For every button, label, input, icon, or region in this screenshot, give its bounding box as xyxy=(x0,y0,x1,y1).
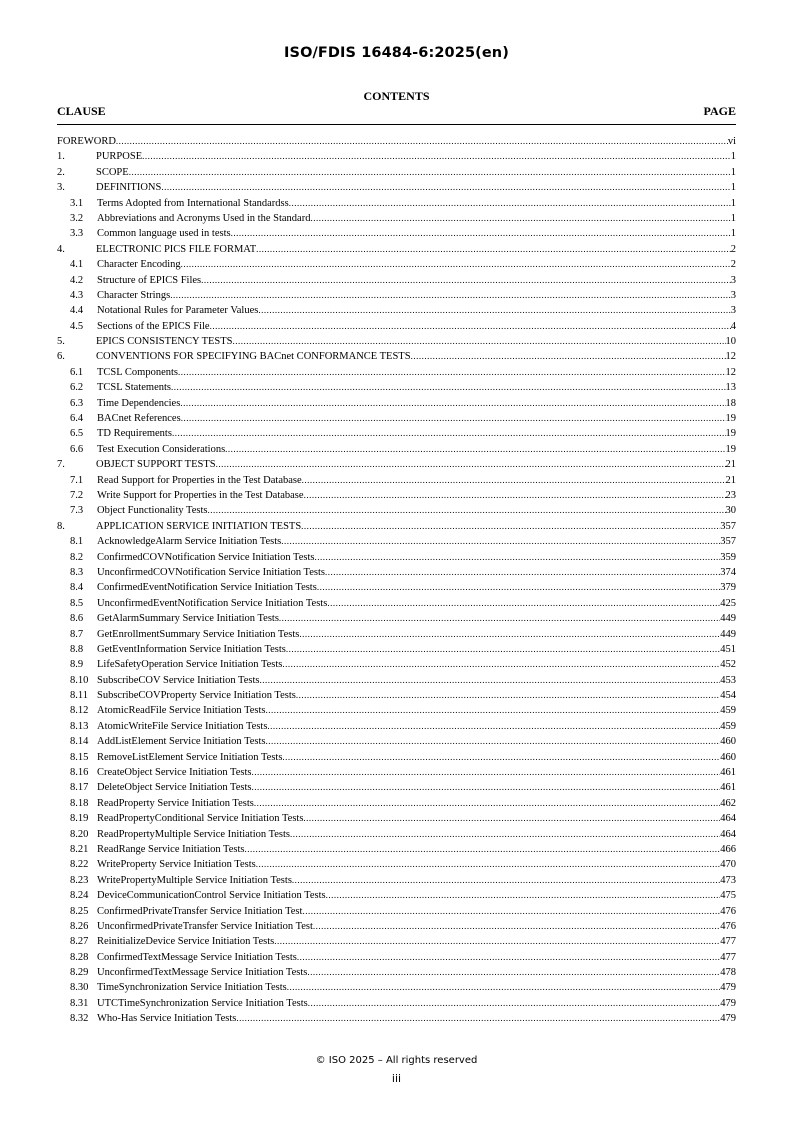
toc-entry[interactable] xyxy=(57,303,736,318)
toc-entry[interactable] xyxy=(57,934,736,949)
toc-entry-number: 8.25 xyxy=(70,905,89,917)
toc-entry[interactable] xyxy=(57,349,736,364)
toc-entry[interactable] xyxy=(57,950,736,965)
toc-entry-page: 454 xyxy=(720,690,736,702)
toc-entry-page: 2 xyxy=(730,259,736,271)
toc-entry-page: 10 xyxy=(725,336,736,348)
toc-dot-leader xyxy=(310,211,730,226)
toc-entry-title: AcknowledgeAlarm Service Initiation Tests xyxy=(97,536,282,548)
toc-entry-title: APPLICATION SERVICE INITIATION TESTS xyxy=(96,520,302,532)
toc-dot-leader xyxy=(325,565,720,580)
toc-entry-page: 478 xyxy=(720,967,736,979)
toc-entry-title: Terms Adopted from International Standardss xyxy=(97,197,289,209)
toc-entry[interactable] xyxy=(57,380,736,395)
toc-entry[interactable] xyxy=(57,473,736,488)
toc-entry[interactable] xyxy=(57,596,736,611)
toc-entry-title: ReadProperty Service Initiation Tests xyxy=(97,797,254,809)
toc-entry-page: 449 xyxy=(720,613,736,625)
toc-entry-page: 477 xyxy=(720,951,736,963)
toc-entry[interactable] xyxy=(57,688,736,703)
toc-dot-leader xyxy=(161,180,730,195)
toc-entry-page: 21 xyxy=(725,459,736,471)
toc-entry-page: 479 xyxy=(720,997,736,1009)
toc-dot-leader xyxy=(256,242,731,257)
copyright-notice: © ISO 2025 – All rights reserved xyxy=(315,1055,478,1066)
toc-dot-leader xyxy=(251,780,720,795)
toc-entry[interactable] xyxy=(57,426,736,441)
toc-entry-page: 466 xyxy=(720,843,736,855)
toc-entry-page: 479 xyxy=(720,1013,736,1025)
table-of-contents xyxy=(57,134,736,1027)
toc-entry[interactable] xyxy=(57,842,736,857)
toc-entry[interactable] xyxy=(57,1011,736,1026)
toc-entry-page: 425 xyxy=(720,597,736,609)
toc-entry-number: 2. xyxy=(57,166,65,178)
toc-dot-leader xyxy=(116,134,728,149)
toc-entry-page: 476 xyxy=(720,905,736,917)
toc-entry-number: 6.2 xyxy=(70,382,84,394)
toc-entry-number: 6. xyxy=(57,351,65,363)
toc-entry-title: OBJECT SUPPORT TESTS xyxy=(96,459,216,471)
toc-entry-page: 477 xyxy=(720,936,736,948)
toc-dot-leader xyxy=(281,534,720,549)
toc-entry-page: 374 xyxy=(720,566,736,578)
toc-entry-title: ELECTRONIC PICS FILE FORMAT xyxy=(96,243,257,255)
toc-entry-page: 357 xyxy=(720,536,736,548)
toc-entry-number: 6.4 xyxy=(70,413,84,425)
toc-dot-leader xyxy=(266,703,721,718)
toc-entry-number: 7.1 xyxy=(70,474,84,486)
toc-entry-number: 8.26 xyxy=(70,920,89,932)
toc-dot-leader xyxy=(216,457,726,472)
toc-entry-number: 8.15 xyxy=(70,751,89,763)
toc-entry-title: Object Functionality Tests xyxy=(97,505,208,517)
toc-entry[interactable] xyxy=(57,149,736,164)
toc-entry[interactable] xyxy=(57,226,736,241)
toc-entry-number: 6.3 xyxy=(70,397,84,409)
toc-entry-title: Common language used in tests xyxy=(97,228,231,240)
toc-dot-leader xyxy=(308,996,721,1011)
toc-entry-page: 18 xyxy=(725,397,736,409)
toc-entry[interactable] xyxy=(57,534,736,549)
toc-entry-number: 8. xyxy=(57,520,65,532)
toc-entry[interactable] xyxy=(57,765,736,780)
toc-entry[interactable] xyxy=(57,996,736,1011)
toc-entry-page: 475 xyxy=(720,890,736,902)
toc-entry-page: 452 xyxy=(720,659,736,671)
toc-entry-title: DEFINITIONS xyxy=(96,182,162,194)
toc-entry-number: 8.11 xyxy=(70,690,88,702)
toc-entry-page: 473 xyxy=(720,874,736,886)
toc-entry[interactable] xyxy=(57,980,736,995)
toc-entry[interactable] xyxy=(57,365,736,380)
toc-dot-leader xyxy=(290,827,720,842)
toc-entry-page: 462 xyxy=(720,797,736,809)
toc-entry-title: GetAlarmSummary Service Initiation Tests xyxy=(97,613,279,625)
toc-entry-number: 8.12 xyxy=(70,705,89,717)
toc-entry[interactable] xyxy=(57,319,736,334)
toc-dot-leader xyxy=(289,196,731,211)
toc-entry-page: 12 xyxy=(725,366,736,378)
toc-entry[interactable] xyxy=(57,550,736,565)
toc-entry-number: 8.8 xyxy=(70,643,84,655)
toc-dot-leader xyxy=(302,904,720,919)
toc-dot-leader xyxy=(266,734,721,749)
toc-entry-page: 479 xyxy=(720,982,736,994)
toc-entry-title: UnconfirmedEventNotification Service Initiation Tests xyxy=(97,597,328,609)
document-id-header: ISO/FDIS 16484-6:2025(en) xyxy=(284,45,509,61)
toc-entry-number: 3.1 xyxy=(70,197,84,209)
toc-entry-page: 461 xyxy=(720,782,736,794)
toc-entry[interactable] xyxy=(57,857,736,872)
toc-entry-number: 8.24 xyxy=(70,890,89,902)
toc-entry-number: 8.29 xyxy=(70,967,89,979)
toc-entry[interactable] xyxy=(57,657,736,672)
toc-entry[interactable] xyxy=(57,503,736,518)
toc-dot-leader xyxy=(292,873,720,888)
toc-entry-number: 4.1 xyxy=(70,259,84,271)
toc-entry-number: 6.6 xyxy=(70,443,84,455)
toc-entry-page: 12 xyxy=(725,351,736,363)
toc-entry[interactable] xyxy=(57,919,736,934)
toc-entry-title: TCSL Components xyxy=(97,366,178,378)
toc-entry-title: AddListElement Service Initiation Tests xyxy=(97,736,266,748)
toc-entry-page: 460 xyxy=(720,751,736,763)
toc-dot-leader xyxy=(313,919,720,934)
toc-dot-leader xyxy=(282,657,720,672)
toc-dot-leader xyxy=(180,396,725,411)
toc-entry-title: Who-Has Service Initiation Tests xyxy=(97,1013,237,1025)
toc-entry-title: WriteProperty Service Initiation Tests xyxy=(97,859,256,871)
toc-dot-leader xyxy=(307,965,720,980)
toc-entry-title: WritePropertyMultiple Service Initiation Tests xyxy=(97,874,292,886)
toc-entry-title: RemoveListElement Service Initiation Tests xyxy=(97,751,283,763)
toc-dot-leader xyxy=(129,165,731,180)
toc-entry-page: 4 xyxy=(730,320,736,332)
toc-dot-leader xyxy=(171,380,726,395)
toc-entry-page: 357 xyxy=(720,520,736,532)
toc-entry-page: 1 xyxy=(730,228,736,240)
toc-entry-title: DeleteObject Service Initiation Tests xyxy=(97,782,252,794)
toc-entry-number: 4.5 xyxy=(70,320,84,332)
toc-entry-number: 8.6 xyxy=(70,613,84,625)
toc-entry[interactable] xyxy=(57,165,736,180)
toc-entry-page: 30 xyxy=(725,505,736,517)
toc-entry-number: 4.2 xyxy=(70,274,84,286)
toc-entry[interactable] xyxy=(57,673,736,688)
toc-entry-number: 6.5 xyxy=(70,428,84,440)
toc-dot-leader xyxy=(315,550,721,565)
toc-entry-number: 8.10 xyxy=(70,674,89,686)
toc-entry-title: UnconfirmedTextMessage Service Initiation Tests xyxy=(97,967,308,979)
toc-entry-title: ReadRange Service Initiation Tests xyxy=(97,843,245,855)
toc-entry-number: 8.13 xyxy=(70,720,89,732)
toc-entry-number: 8.2 xyxy=(70,551,84,563)
toc-entry[interactable] xyxy=(57,196,736,211)
toc-entry[interactable] xyxy=(57,565,736,580)
toc-entry[interactable] xyxy=(57,442,736,457)
toc-entry[interactable] xyxy=(57,703,736,718)
toc-entry-title: UTCTimeSynchronization Service Initiation Tests xyxy=(97,997,308,1009)
toc-dot-leader xyxy=(225,442,725,457)
toc-dot-leader xyxy=(287,980,721,995)
toc-entry-number: 8.9 xyxy=(70,659,84,671)
toc-entry[interactable] xyxy=(57,519,736,534)
toc-entry-page: 1 xyxy=(730,182,736,194)
toc-entry-number: 8.7 xyxy=(70,628,84,640)
toc-entry[interactable] xyxy=(57,580,736,595)
toc-entry-number: 8.1 xyxy=(70,536,84,548)
toc-entry-title: SubscribeCOVProperty Service Initiation Tests xyxy=(97,690,296,702)
toc-entry-number: 3. xyxy=(57,182,65,194)
toc-entry-title: TCSL Statements xyxy=(97,382,171,394)
toc-entry-number: 5. xyxy=(57,336,65,348)
toc-dot-leader xyxy=(282,750,720,765)
toc-dot-leader xyxy=(286,642,720,657)
toc-entry[interactable] xyxy=(57,257,736,272)
toc-entry[interactable] xyxy=(57,965,736,980)
toc-entry-title: CreateObject Service Initiation Tests xyxy=(97,767,252,779)
toc-entry-number: 8.28 xyxy=(70,951,89,963)
toc-dot-leader xyxy=(142,149,731,164)
toc-entry[interactable] xyxy=(57,411,736,426)
toc-dot-leader xyxy=(236,1011,720,1026)
toc-entry-page: 3 xyxy=(730,305,736,317)
toc-entry-number: 8.17 xyxy=(70,782,89,794)
toc-entry-title: DeviceCommunicationControl Service Initiation Tests xyxy=(97,890,326,902)
toc-entry-title: GetEventInformation Service Initiation Tests xyxy=(97,643,286,655)
toc-entry-title: Write Support for Properties in the Test Database xyxy=(97,489,304,501)
toc-entry-page: 453 xyxy=(720,674,736,686)
toc-entry-page: 1 xyxy=(730,151,736,163)
toc-dot-leader xyxy=(327,596,720,611)
toc-entry-title: CONVENTIONS FOR SPECIFYING BACnet CONFORMANCE TESTS xyxy=(96,351,411,363)
toc-entry-title: Abbreviations and Acronyms Used in the Standard xyxy=(97,212,311,224)
toc-entry[interactable] xyxy=(57,873,736,888)
toc-entry-number: 3.2 xyxy=(70,212,84,224)
toc-entry-title: SubscribeCOV Service Initiation Tests xyxy=(97,674,260,686)
toc-entry-number: 8.18 xyxy=(70,797,89,809)
toc-dot-leader xyxy=(251,765,720,780)
toc-dot-leader xyxy=(274,934,720,949)
toc-entry-number: 8.31 xyxy=(70,997,89,1009)
toc-entry-number: 7.2 xyxy=(70,489,84,501)
toc-entry-title: AtomicWriteFile Service Initiation Tests xyxy=(97,720,268,732)
toc-entry-page: 21 xyxy=(725,474,736,486)
toc-dot-leader xyxy=(258,303,730,318)
toc-entry[interactable] xyxy=(57,627,736,642)
toc-entry[interactable] xyxy=(57,796,736,811)
toc-dot-leader xyxy=(181,411,726,426)
toc-entry-page: 1 xyxy=(730,212,736,224)
toc-entry-number: 8.3 xyxy=(70,566,84,578)
toc-entry-page: 451 xyxy=(720,643,736,655)
toc-entry-number: 8.4 xyxy=(70,582,84,594)
toc-dot-leader xyxy=(296,688,720,703)
toc-entry[interactable] xyxy=(57,904,736,919)
contents-title: CONTENTS xyxy=(363,89,430,103)
toc-entry-number: 8.16 xyxy=(70,767,89,779)
toc-entry[interactable] xyxy=(57,488,736,503)
toc-entry-page: 2 xyxy=(730,243,736,255)
toc-entry-title: ConfirmedEventNotification Service Initiation Tests xyxy=(97,582,317,594)
toc-entry-number: 8.27 xyxy=(70,936,89,948)
toc-entry-number: 1. xyxy=(57,151,65,163)
toc-entry-title: GetEnrollmentSummary Service Initiation Tests xyxy=(97,628,300,640)
toc-dot-leader xyxy=(210,319,731,334)
toc-entry-number: 8.22 xyxy=(70,859,89,871)
toc-entry-page: 3 xyxy=(730,289,736,301)
toc-dot-leader xyxy=(256,857,721,872)
toc-entry-number: 8.20 xyxy=(70,828,89,840)
toc-entry-title: BACnet References xyxy=(97,413,181,425)
toc-entry-page: 23 xyxy=(725,489,736,501)
toc-entry-page: 460 xyxy=(720,736,736,748)
toc-dot-leader xyxy=(297,950,720,965)
toc-entry-number: 3.3 xyxy=(70,228,84,240)
toc-dot-leader xyxy=(178,365,726,380)
toc-entry-number: 8.32 xyxy=(70,1013,89,1025)
toc-entry-title: UnconfirmedPrivateTransfer Service Initiation Test xyxy=(97,920,313,932)
toc-entry[interactable] xyxy=(57,888,736,903)
toc-dot-leader xyxy=(181,257,731,272)
toc-entry-page: 476 xyxy=(720,920,736,932)
toc-entry-number: 4. xyxy=(57,243,65,255)
toc-entry-number: 8.23 xyxy=(70,874,89,886)
toc-entry-number: 6.1 xyxy=(70,366,84,378)
toc-entry-number: 7. xyxy=(57,459,65,471)
toc-dot-leader xyxy=(201,273,731,288)
toc-entry-page: 3 xyxy=(730,274,736,286)
toc-entry-page: 464 xyxy=(720,828,736,840)
toc-entry-title: Notational Rules for Parameter Values xyxy=(97,305,259,317)
toc-entry-title: Character Strings xyxy=(97,289,171,301)
toc-entry-page: vi xyxy=(727,136,736,147)
toc-entry-number: 4.4 xyxy=(70,305,84,317)
toc-entry-page: 459 xyxy=(720,720,736,732)
toc-entry[interactable] xyxy=(57,273,736,288)
toc-entry-title: ReinitializeDevice Service Initiation Tests xyxy=(97,936,275,948)
toc-entry[interactable] xyxy=(57,242,736,257)
heading-rule xyxy=(57,124,736,125)
toc-entry-page: 19 xyxy=(725,443,736,455)
toc-dot-leader xyxy=(303,811,720,826)
toc-dot-leader xyxy=(207,503,725,518)
toc-entry-title: ConfirmedCOVNotification Service Initiation Tests xyxy=(97,551,315,563)
page-number: iii xyxy=(391,1072,402,1085)
toc-entry-page: 1 xyxy=(730,166,736,178)
toc-entry[interactable] xyxy=(57,134,736,149)
toc-entry-number: 4.3 xyxy=(70,289,84,301)
toc-entry[interactable] xyxy=(57,780,736,795)
toc-dot-leader xyxy=(302,473,726,488)
toc-dot-leader xyxy=(170,288,731,303)
toc-entry[interactable] xyxy=(57,211,736,226)
toc-dot-leader xyxy=(299,627,720,642)
toc-entry-title: TD Requirements xyxy=(97,428,172,440)
toc-dot-leader xyxy=(326,888,721,903)
toc-entry-page: 464 xyxy=(720,813,736,825)
toc-entry[interactable] xyxy=(57,457,736,472)
toc-entry-number: 7.3 xyxy=(70,505,84,517)
toc-entry[interactable] xyxy=(57,611,736,626)
toc-dot-leader xyxy=(233,334,726,349)
toc-entry[interactable] xyxy=(57,642,736,657)
toc-entry[interactable] xyxy=(57,811,736,826)
toc-entry-page: 359 xyxy=(720,551,736,563)
toc-entry-title: ReadPropertyMultiple Service Initiation Tests xyxy=(97,828,290,840)
toc-dot-leader xyxy=(301,519,720,534)
toc-entry-page: 19 xyxy=(725,428,736,440)
toc-entry-title: FOREWORD xyxy=(57,136,116,147)
toc-entry-page: 461 xyxy=(720,767,736,779)
toc-entry-page: 449 xyxy=(720,628,736,640)
toc-entry-title: ReadPropertyConditional Service Initiation Tests xyxy=(97,813,304,825)
toc-entry-page: 470 xyxy=(720,859,736,871)
toc-dot-leader xyxy=(267,719,720,734)
clause-column-heading: CLAUSE xyxy=(57,104,106,118)
toc-entry[interactable] xyxy=(57,396,736,411)
toc-dot-leader xyxy=(317,580,720,595)
toc-entry-title: TimeSynchronization Service Initiation Tests xyxy=(97,982,287,994)
toc-entry-title: ConfirmedTextMessage Service Initiation Tests xyxy=(97,951,297,963)
toc-entry-title: Sections of the EPICS File xyxy=(97,320,210,332)
toc-entry[interactable] xyxy=(57,334,736,349)
toc-entry-title: Read Support for Properties in the Test Database xyxy=(97,474,302,486)
toc-dot-leader xyxy=(279,611,720,626)
toc-entry-title: AtomicReadFile Service Initiation Tests xyxy=(97,705,266,717)
toc-entry-page: 1 xyxy=(730,197,736,209)
toc-entry-title: ConfirmedPrivateTransfer Service Initiation Test xyxy=(97,905,303,917)
page-column-heading: PAGE xyxy=(703,104,736,118)
toc-entry-title: Test Execution Considerations xyxy=(97,443,226,455)
toc-dot-leader xyxy=(254,796,720,811)
toc-entry[interactable] xyxy=(57,827,736,842)
toc-entry[interactable] xyxy=(57,288,736,303)
toc-dot-leader xyxy=(245,842,721,857)
toc-dot-leader xyxy=(231,226,731,241)
toc-entry-title: Character Encoding xyxy=(97,259,181,271)
toc-entry-number: 8.5 xyxy=(70,597,84,609)
toc-entry[interactable] xyxy=(57,750,736,765)
toc-entry-title: EPICS CONSISTENCY TESTS xyxy=(96,336,233,348)
toc-dot-leader xyxy=(411,349,726,364)
toc-entry[interactable] xyxy=(57,734,736,749)
toc-entry-number: 8.14 xyxy=(70,736,89,748)
toc-entry-page: 19 xyxy=(725,413,736,425)
toc-dot-leader xyxy=(259,673,720,688)
toc-entry-number: 8.21 xyxy=(70,843,89,855)
toc-entry-title: SCOPE xyxy=(96,166,129,178)
toc-entry-title: UnconfirmedCOVNotification Service Initiation Tests xyxy=(97,566,325,578)
toc-entry-page: 379 xyxy=(720,582,736,594)
toc-dot-leader xyxy=(304,488,726,503)
toc-entry-title: LifeSafetyOperation Service Initiation Tests xyxy=(97,659,283,671)
toc-entry[interactable] xyxy=(57,719,736,734)
toc-entry-title: Structure of EPICS Files xyxy=(97,274,202,286)
toc-entry[interactable] xyxy=(57,180,736,195)
toc-entry-number: 8.19 xyxy=(70,813,89,825)
toc-entry-page: 13 xyxy=(725,382,736,394)
toc-dot-leader xyxy=(172,426,726,441)
toc-entry-title: PURPOSE xyxy=(96,151,143,163)
toc-entry-number: 8.30 xyxy=(70,982,89,994)
toc-entry-title: Time Dependencies xyxy=(97,397,181,409)
toc-entry-page: 459 xyxy=(720,705,736,717)
